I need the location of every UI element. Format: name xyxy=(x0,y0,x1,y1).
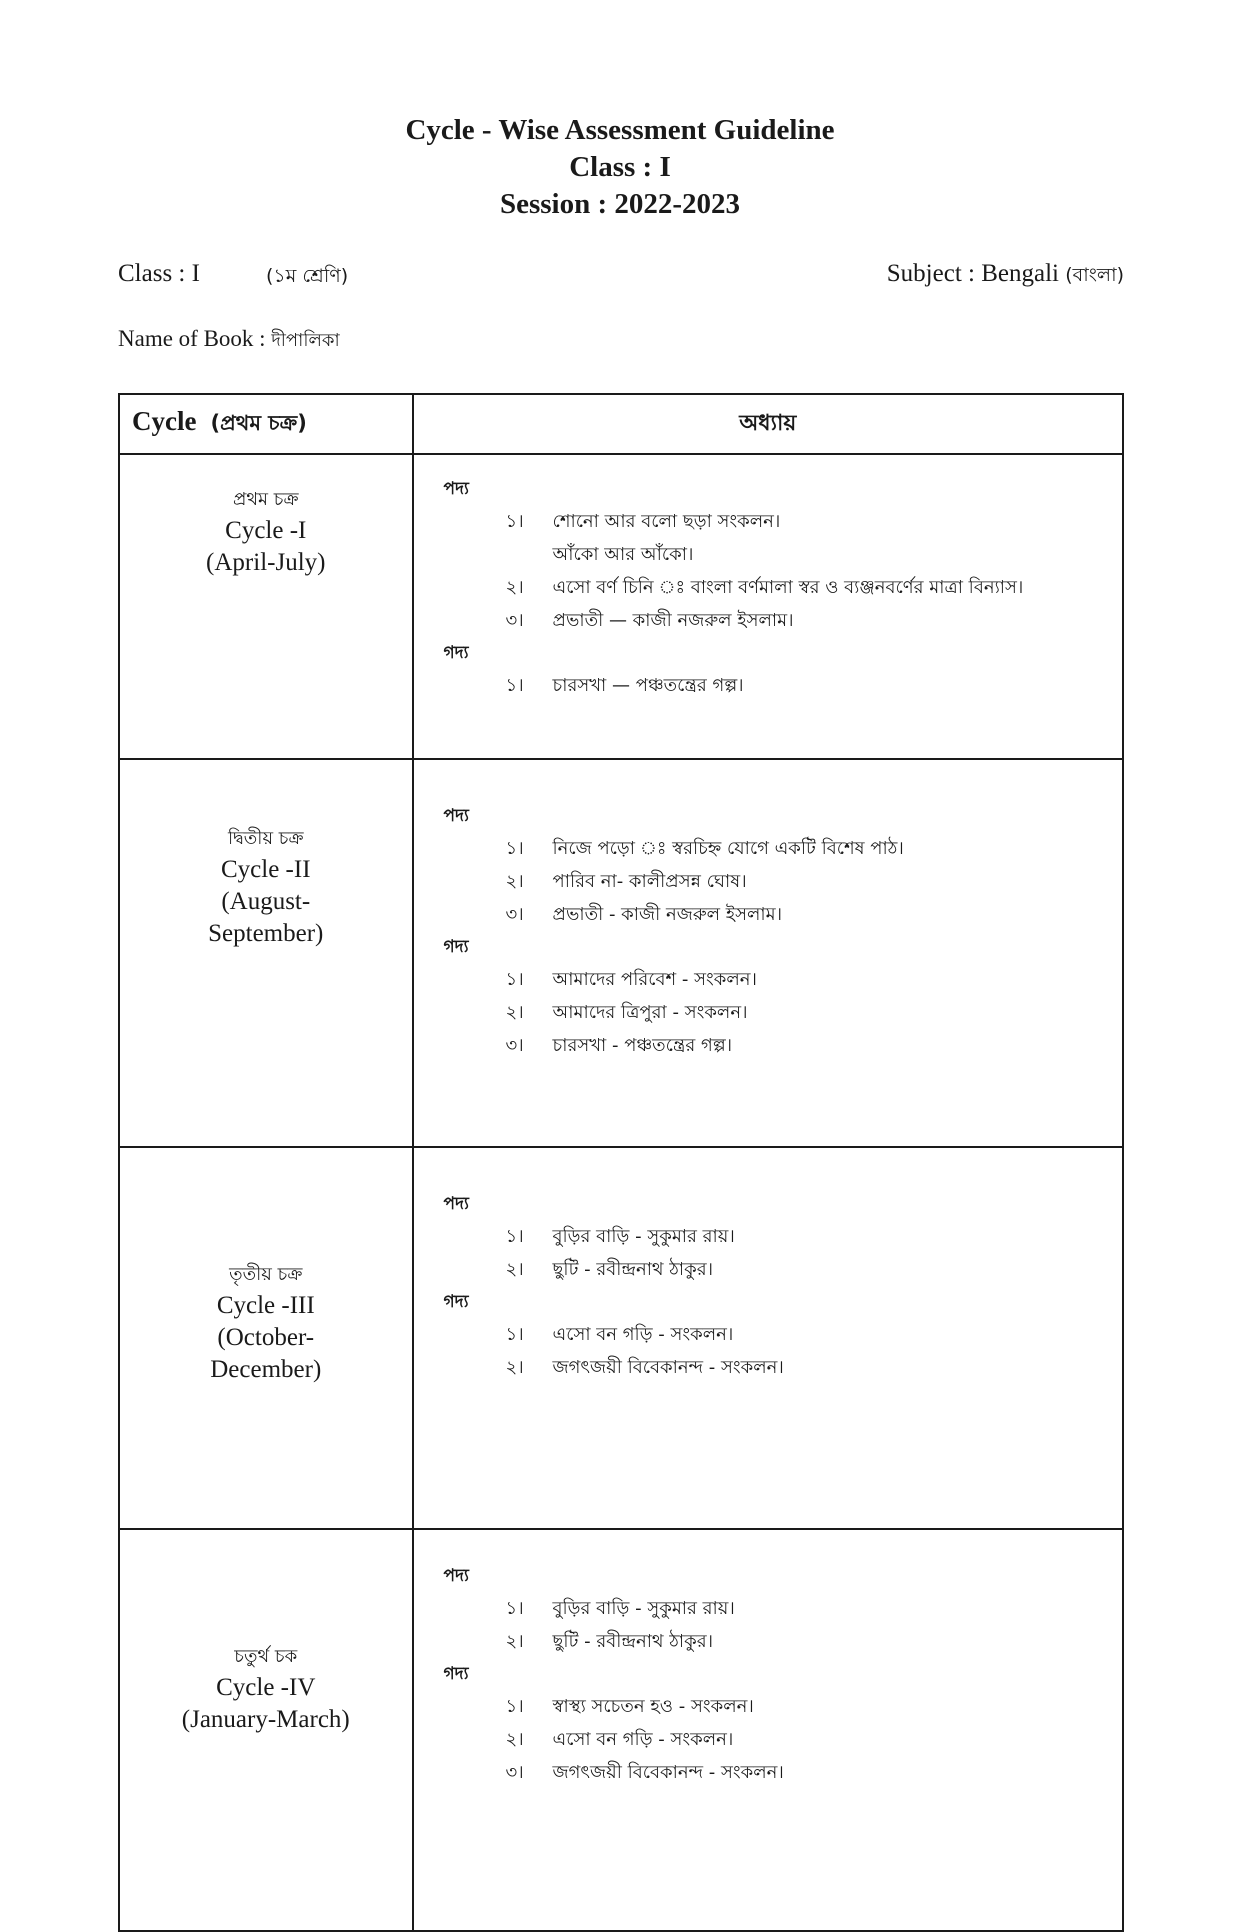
prose-list-item xyxy=(414,1351,1122,1384)
cycle-name-line: Cycle -I xyxy=(225,517,307,544)
poetry-list-item xyxy=(414,505,1122,571)
cycle-name-bengali: তৃতীয় চক্র xyxy=(229,1264,303,1285)
item-number: ১। xyxy=(505,1696,524,1717)
class-heading: Class : I xyxy=(569,151,671,183)
item-text: শোনো আর বলো ছড়া সংকলন। xyxy=(552,511,781,532)
poetry-list-item xyxy=(414,1220,1122,1253)
table-row xyxy=(119,1147,1123,1529)
prose-list-item xyxy=(414,669,1122,702)
book-label: Name of Book : xyxy=(118,326,272,351)
poetry-list-item xyxy=(414,832,1122,865)
poetry-list-item xyxy=(414,571,1122,604)
cycle-header-en: Cycle xyxy=(132,406,197,436)
item-number: ১। xyxy=(505,1598,524,1619)
item-number: ১। xyxy=(505,1226,524,1247)
cycle-name-bengali: চতুর্থ চক xyxy=(234,1646,298,1667)
cycle-name-line: (January-March) xyxy=(181,1706,350,1733)
poetry-label: পদ্য xyxy=(443,1194,469,1214)
prose-list-item xyxy=(414,963,1122,996)
book-name-row xyxy=(118,326,340,357)
table-row xyxy=(119,1529,1123,1931)
item-number: ২। xyxy=(505,1729,524,1750)
class-label-bengali: (১ম শ্রেণি) xyxy=(266,265,349,287)
poetry-label: পদ্য xyxy=(443,1566,469,1586)
item-text-continuation: আঁকো আর আঁকো। xyxy=(552,544,694,565)
item-number: ১। xyxy=(505,1324,524,1345)
item-text: এসো বর্ণ চিনি ঃ বাংলা বর্ণমালা স্বর ও ব্যঞ্জনবর্ণের মাত্রা বিন্যাস। xyxy=(552,577,1024,598)
prose-list-item xyxy=(414,1723,1122,1756)
cycle-name-line: Cycle -IV xyxy=(216,1674,316,1701)
chapter-column-header: অধ্যায় xyxy=(413,394,1123,454)
poetry-list-item xyxy=(414,604,1122,637)
chapter-list-cell xyxy=(413,1529,1123,1931)
session-heading: Session : 2022-2023 xyxy=(499,188,741,220)
subject-label-group xyxy=(887,260,1124,293)
prose-list-item xyxy=(414,1690,1122,1723)
prose-list-item xyxy=(414,996,1122,1029)
item-text: এসো বন গড়ি - সংকলন। xyxy=(552,1324,734,1345)
chapter-list-cell xyxy=(413,759,1123,1147)
cycle-name-bengali: দ্বিতীয় চক্র xyxy=(227,828,304,849)
subject-label: Subject : Bengali xyxy=(886,260,1059,287)
poetry-list-item xyxy=(414,1253,1122,1286)
cycle-header-bn: (প্রথম চক্র) xyxy=(210,411,307,435)
prose-label: গদ্য xyxy=(443,1292,469,1312)
item-text: স্বাস্থ্য সচেতন হও - সংকলন। xyxy=(552,1696,754,1717)
item-text: চারসখা — পঞ্চতন্ত্রের গল্প। xyxy=(552,675,744,696)
table-row xyxy=(119,759,1123,1147)
poetry-label: পদ্য xyxy=(443,806,469,826)
book-name: দীপালিকা xyxy=(271,330,340,351)
item-text: জগৎজয়ী বিবেকানন্দ - সংকলন। xyxy=(552,1762,784,1783)
item-text: প্রভাতী - কাজী নজরুল ইসলাম। xyxy=(552,904,783,925)
poetry-list-item xyxy=(414,898,1122,931)
item-number: ২। xyxy=(505,871,524,892)
document-title: Cycle - Wise Assessment Guideline xyxy=(405,114,835,146)
prose-label: গদ্য xyxy=(443,937,469,957)
chapter-list-cell xyxy=(413,1147,1123,1529)
item-number: ২। xyxy=(505,577,524,598)
cycle-name-line: September) xyxy=(208,920,324,947)
prose-list-item xyxy=(414,1756,1122,1789)
item-text: বুড়ির বাড়ি - সুকুমার রায়। xyxy=(552,1598,735,1619)
prose-label: গদ্য xyxy=(443,643,469,663)
chapter-list-cell xyxy=(413,454,1123,759)
cycle-column-header xyxy=(119,394,413,454)
table-body xyxy=(119,454,1123,1931)
cycle-cell xyxy=(119,759,413,1147)
item-text: আমাদের ত্রিপুরা - সংকলন। xyxy=(552,1002,748,1023)
item-number: ২। xyxy=(505,1357,524,1378)
item-number: ১। xyxy=(505,511,524,532)
item-text: বুড়ির বাড়ি - সুকুমার রায়। xyxy=(552,1226,735,1247)
item-number: ১। xyxy=(505,969,524,990)
cycle-name-line: Cycle -III xyxy=(216,1292,315,1319)
item-text: চারসখা - পঞ্চতন্ত্রের গল্প। xyxy=(552,1035,733,1056)
cycle-name-line: (April-July) xyxy=(206,549,326,576)
cycle-cell xyxy=(119,1147,413,1529)
item-number: ৩। xyxy=(505,1762,524,1783)
cycle-cell xyxy=(119,1529,413,1931)
item-text: পারিব না- কালীপ্রসন্ন ঘোষ। xyxy=(552,871,747,892)
item-text: জগৎজয়ী বিবেকানন্দ - সংকলন। xyxy=(552,1357,784,1378)
cycle-name-line: (October- xyxy=(217,1324,315,1351)
cycle-name-line: (August- xyxy=(221,888,311,915)
prose-list-item xyxy=(414,1029,1122,1062)
item-number: ৩। xyxy=(505,610,524,631)
item-number: ২। xyxy=(505,1002,524,1023)
document-title-block xyxy=(0,112,1240,223)
prose-list-item xyxy=(414,1318,1122,1351)
cycle-name-line: Cycle -II xyxy=(220,856,311,883)
class-label: Class : I xyxy=(118,260,200,287)
class-subject-row xyxy=(118,260,1124,294)
cycle-name-bengali: প্রথম চক্র xyxy=(232,489,299,510)
item-text: ছুটি - রবীন্দ্রনাথ ঠাকুর। xyxy=(552,1631,714,1652)
item-text: আমাদের পরিবেশ - সংকলন। xyxy=(552,969,757,990)
poetry-list-item xyxy=(414,1592,1122,1625)
poetry-label: পদ্য xyxy=(443,479,469,499)
subject-label-bengali: (বাংলা) xyxy=(1065,264,1124,286)
item-number: ৩। xyxy=(505,904,524,925)
item-text: নিজে পড়ো ঃ স্বরচিহ্ন যোগে একটি বিশেষ পাঠ। xyxy=(552,838,904,859)
item-number: ১। xyxy=(505,838,524,859)
table-row xyxy=(119,454,1123,759)
cycle-cell xyxy=(119,454,413,759)
item-number: ২। xyxy=(505,1259,524,1280)
prose-label: গদ্য xyxy=(443,1664,469,1684)
table-header-row xyxy=(119,394,1123,454)
cycle-name-line: December) xyxy=(210,1356,322,1383)
item-number: ৩। xyxy=(505,1035,524,1056)
poetry-list-item xyxy=(414,865,1122,898)
poetry-list-item xyxy=(414,1625,1122,1658)
item-text: ছুটি - রবীন্দ্রনাথ ঠাকুর। xyxy=(552,1259,714,1280)
item-number: ১। xyxy=(505,675,524,696)
assessment-table xyxy=(118,393,1124,1932)
item-number: ২। xyxy=(505,1631,524,1652)
item-text: এসো বন গড়ি - সংকলন। xyxy=(552,1729,734,1750)
item-text: প্রভাতী — কাজী নজরুল ইসলাম। xyxy=(552,610,794,631)
